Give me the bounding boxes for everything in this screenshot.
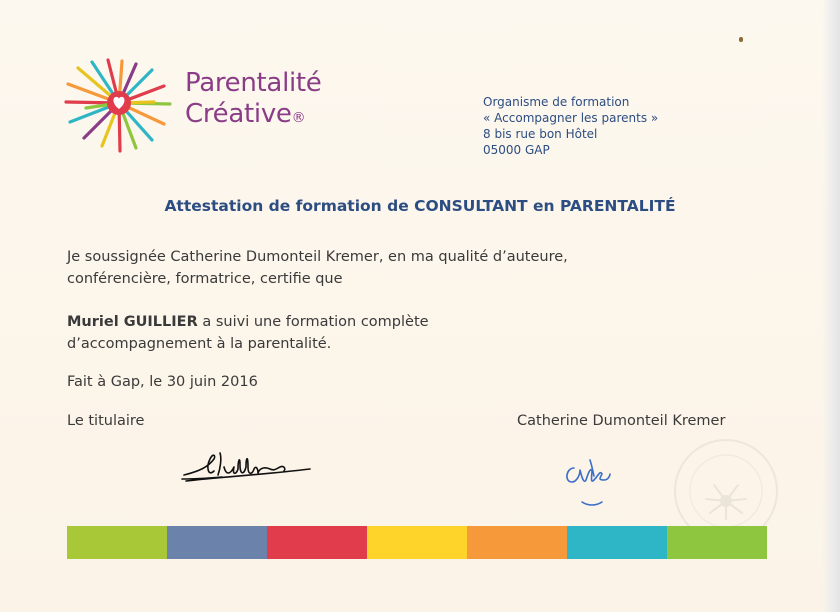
stripe-segment xyxy=(567,526,667,559)
registered-mark: ® xyxy=(291,110,306,126)
brand-line-2: Créative xyxy=(185,99,292,129)
statement-paragraph xyxy=(67,246,568,290)
holder-label: Le titulaire xyxy=(67,413,145,429)
statement-line: conférencière, formatrice, certifie que xyxy=(67,271,343,287)
certificate-title: Attestation de formation de CONSULTANT en PARENTALITÉ xyxy=(164,197,676,215)
stripe-segment xyxy=(67,526,167,559)
color-stripe xyxy=(67,526,767,559)
stripe-segment xyxy=(467,526,567,559)
recipient-name: Muriel GUILLIER xyxy=(67,314,198,330)
paper-speck xyxy=(739,37,743,42)
signer-label: Catherine Dumonteil Kremer xyxy=(517,413,726,429)
brand-name xyxy=(185,68,322,130)
recipient-line: a suivi une formation complète xyxy=(197,314,429,330)
recipient-line: d’accompagnement à la parentalité. xyxy=(67,336,332,352)
stripe-segment xyxy=(367,526,467,559)
address-line: 05000 GAP xyxy=(483,143,550,157)
address-line: « Accompagner les parents » xyxy=(483,111,659,125)
stripe-segment xyxy=(167,526,267,559)
address-line: 8 bis rue bon Hôtel xyxy=(483,127,598,141)
brand-line-1: Parentalité xyxy=(185,68,322,98)
holder-signature xyxy=(180,445,315,485)
stripe-segment xyxy=(267,526,367,559)
parentalite-creative-logo-icon xyxy=(64,58,174,153)
organization-address xyxy=(483,94,658,158)
place-date: Fait à Gap, le 30 juin 2016 xyxy=(67,374,258,390)
statement-line: Je soussignée Catherine Dumonteil Kremer, en ma qualité d’auteure, xyxy=(67,249,568,265)
signer-signature xyxy=(560,458,620,513)
stripe-segment xyxy=(667,526,767,559)
recipient-paragraph xyxy=(67,311,429,355)
address-line: Organisme de formation xyxy=(483,95,630,109)
